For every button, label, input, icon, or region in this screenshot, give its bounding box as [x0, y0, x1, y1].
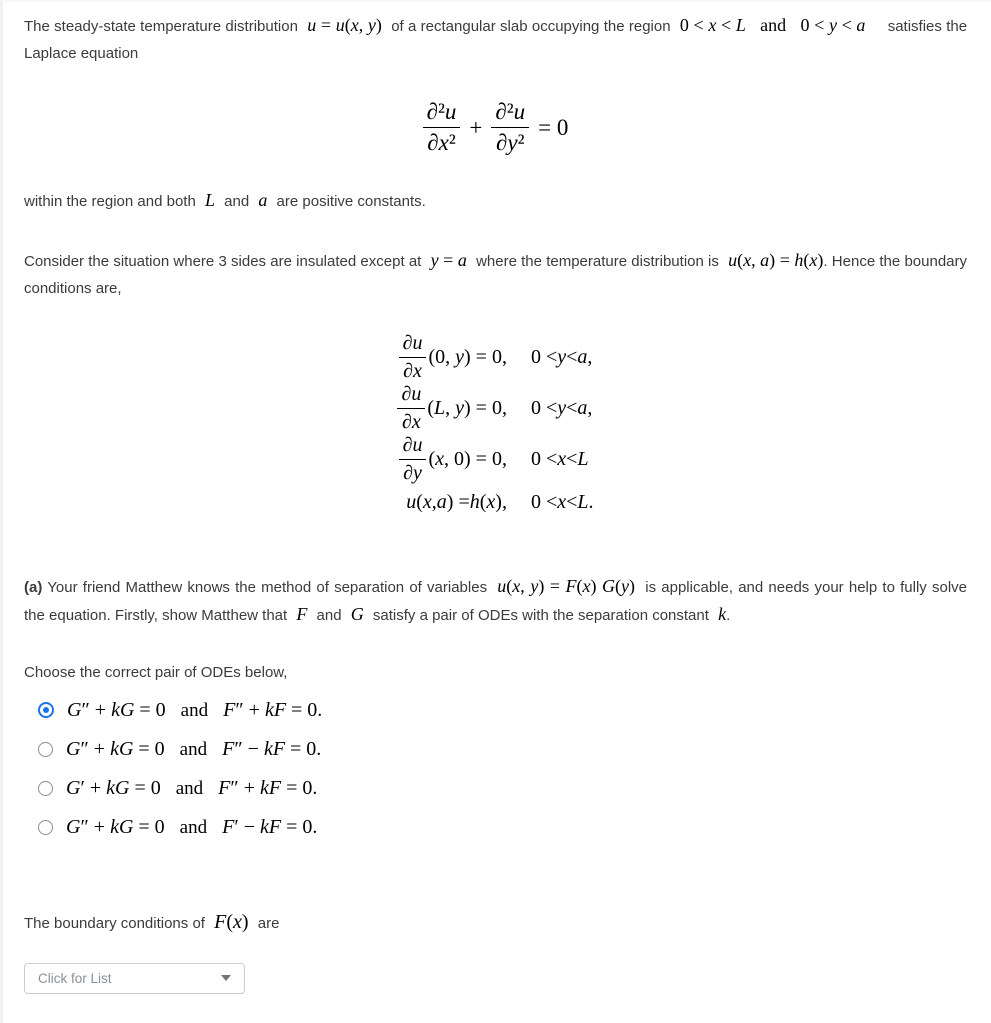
laplace-equation: [24, 99, 967, 157]
ode-option-3-right-equation: F″ + kF = 0.: [218, 776, 318, 799]
bcf-prompt: [24, 909, 967, 937]
intro-text-3: satisfies the Laplace equation: [24, 18, 968, 62]
inline-math-y-range: 0 < y < a: [800, 15, 866, 35]
bc-condition-3: 0 < x < L: [530, 447, 589, 470]
inline-math-x-range: 0 < x < L: [679, 15, 746, 35]
parta-text-4: satisfy a pair of ODEs with the separation constant: [372, 606, 709, 624]
fraction-du-dx: $\frac{\partial u}{\partial x}$: [397, 383, 425, 434]
part-a-paragraph: [24, 573, 967, 629]
ode-options-group: [24, 691, 967, 847]
inline-math-and: and: [760, 15, 787, 35]
bc-condition-1: 0 < y < a ,: [530, 345, 593, 368]
ode-option-1[interactable]: [24, 691, 967, 730]
fraction-du-dx: $\frac{\partial u}{\partial x}$: [399, 332, 427, 383]
consider-text-3: . Hence the boundary conditions are,: [24, 252, 968, 297]
inline-math-y-eq-a: y = a: [430, 249, 467, 270]
within-text-2: and: [224, 192, 250, 210]
intro-text-1: The steady-state temperature distribution: [24, 18, 298, 35]
ode-option-1-radio[interactable]: [38, 702, 54, 718]
within-text-1: within the region and both: [24, 192, 196, 210]
parta-text-5: .: [726, 606, 731, 624]
within-text-3: are positive constants.: [276, 192, 426, 210]
ode-option-4-and: and: [179, 816, 208, 838]
bcf-text-2: are: [257, 914, 280, 932]
inline-math-a: a: [258, 189, 268, 210]
inline-math-k: k: [718, 603, 727, 624]
ode-option-2-radio[interactable]: [38, 742, 53, 757]
consider-text-2: where the temperature distribution is: [476, 252, 719, 270]
bc-condition-2: 0 < y < a ,: [530, 396, 593, 419]
ode-option-1-left-equation: G″ + kG = 0: [67, 698, 166, 721]
consider-paragraph: [24, 247, 967, 302]
answer-dropdown[interactable]: [24, 963, 245, 994]
ode-option-2[interactable]: [24, 730, 967, 769]
parta-text-2: is applicable, and needs your help to fully solve the equation. Firstly, show Matthew that: [24, 578, 968, 624]
ode-option-4[interactable]: [24, 808, 967, 847]
plus-operator: +: [469, 115, 483, 141]
parta-text-3: and: [316, 606, 342, 624]
ode-option-4-left-equation: G″ + kG = 0: [66, 815, 165, 838]
ode-option-3-radio[interactable]: [38, 781, 53, 796]
part-a-label: (a): [24, 578, 43, 596]
intro-paragraph: [24, 12, 967, 67]
inline-math-L: L: [204, 189, 215, 210]
intro-text-2: of a rectangular slab occupying the region: [391, 18, 671, 35]
inline-math-u-xy: u = u(x, y): [307, 15, 382, 35]
boundary-conditions-block: [24, 332, 967, 521]
inline-math-G: G: [350, 603, 364, 624]
bc-equation-3: $\frac{\partial u}{\partial y}$ (x, 0) = 0,: [399, 434, 507, 485]
ode-option-2-right-equation: F″ − kF = 0.: [222, 737, 322, 760]
bcf-text-1: The boundary conditions of: [24, 914, 205, 932]
ode-option-1-right-equation: F″ + kF = 0.: [223, 698, 323, 721]
bc-equation-4: u ( x , a ) = h ( x ),: [406, 491, 507, 514]
dropdown-label: Click for List: [38, 970, 112, 986]
fraction-d2u-dy2: $\frac{\text{∂²u}}{\text{∂y²}}$: [491, 99, 529, 157]
ode-option-3-and: and: [175, 777, 204, 799]
inline-math-u-xa: u(x, a) = h(x): [728, 249, 824, 270]
equals-zero: = 0: [538, 115, 569, 141]
chevron-down-icon: [221, 975, 231, 981]
choose-prompt: Choose the correct pair of ODEs below,: [24, 663, 288, 681]
inline-math-separation: u(x, y) = F(x) G(y): [497, 575, 636, 596]
ode-option-3-left-equation: G′ + kG = 0: [66, 776, 161, 799]
parta-text-1: Your friend Matthew knows the method of separation of variables: [47, 578, 488, 596]
ode-option-2-and: and: [179, 738, 208, 760]
ode-option-3[interactable]: [24, 769, 967, 808]
inline-math-F: F: [296, 603, 308, 624]
bc-equation-2: $\frac{\partial u}{\partial x}$ (L, y) = 0,: [397, 383, 507, 434]
ode-option-4-right-equation: F′ − kF = 0.: [222, 815, 318, 838]
inline-math-Fx: F(x): [214, 910, 249, 933]
bc-condition-4: 0 < x < L .: [530, 491, 594, 514]
ode-option-4-radio[interactable]: [38, 820, 53, 835]
ode-option-1-and: and: [180, 699, 209, 721]
bc-equation-1: $\frac{\partial u}{\partial x}$ (0, y) = 0,: [399, 332, 507, 383]
ode-option-2-left-equation: G″ + kG = 0: [66, 737, 165, 760]
consider-text-1: Consider the situation where 3 sides are insulated except at: [24, 252, 422, 270]
fraction-d2u-dx2: $\frac{\text{∂²u}}{\text{∂x²}}$: [423, 99, 461, 157]
fraction-du-dy: $\frac{\partial u}{\partial y}$: [399, 434, 427, 485]
within-paragraph: [24, 187, 967, 215]
